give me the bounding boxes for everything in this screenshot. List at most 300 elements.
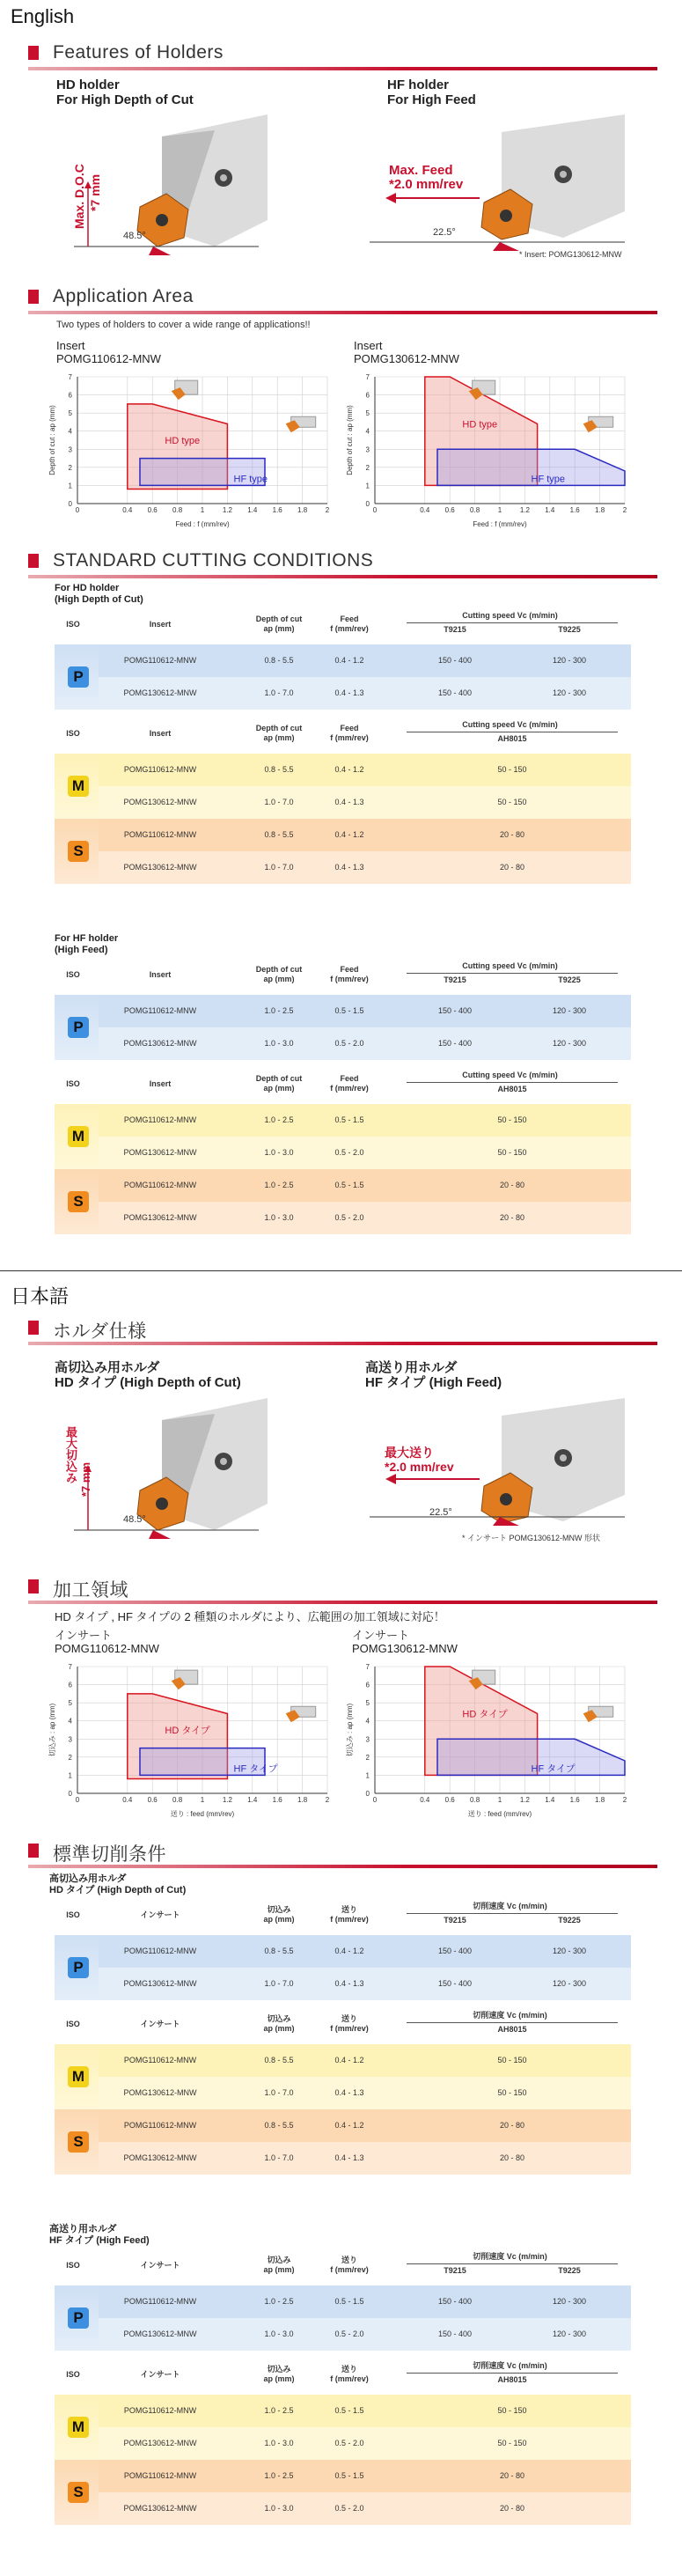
cell-feed: 0.4 - 1.2	[334, 2056, 364, 2064]
iso-s-icon: S	[68, 2482, 89, 2503]
x-tick-label: 1.4	[545, 1796, 555, 1804]
cut-marker	[493, 242, 519, 251]
iso-badge-p	[55, 2285, 99, 2351]
header-doc-text: Depth of cut	[255, 965, 303, 974]
cell-insert: POMG130612-MNW	[123, 2504, 197, 2513]
y-tick-label: 0	[365, 1790, 370, 1798]
header-feed	[310, 1905, 389, 1925]
hf-callout-ja	[385, 1446, 454, 1474]
header-grade-ah8015: AH8015	[497, 734, 527, 743]
cell-v1: 150 - 400	[437, 1947, 473, 1955]
cell-v1: 150 - 400	[437, 1039, 473, 1048]
cell-feed: 0.4 - 1.2	[334, 765, 364, 774]
header-feed	[310, 1074, 389, 1093]
section-title: STANDARD CUTTING CONDITIONS	[53, 550, 374, 570]
x-tick-label: 1.2	[222, 506, 232, 514]
x-tick-label: 2	[325, 506, 330, 514]
hd-callout-value: *7 mm	[88, 173, 102, 211]
hd-holder-line1: HD holder	[56, 77, 120, 92]
cell-v: 20 - 80	[499, 830, 525, 839]
table-header	[55, 609, 631, 644]
x-tick-label: 0.6	[147, 506, 158, 514]
table-row	[99, 2395, 631, 2427]
iso-badge-m	[55, 2044, 99, 2109]
chart-left-caption-2: POMG110612-MNW	[55, 1642, 159, 1655]
x-tick-label: 0.4	[420, 506, 430, 514]
section-underline	[28, 1601, 657, 1604]
cell-v2: 120 - 300	[552, 656, 587, 665]
x-tick-label: 1.8	[297, 1796, 308, 1804]
tool-icon	[583, 1706, 613, 1722]
cell-feed: 0.5 - 2.0	[334, 2329, 364, 2338]
cell-feed: 0.4 - 1.3	[334, 2153, 364, 2162]
table-row	[99, 644, 631, 677]
tool-icon	[286, 1706, 316, 1722]
p-rows	[55, 995, 631, 1060]
header-feed	[310, 2256, 389, 2275]
header-insert-text: Insert	[149, 729, 172, 738]
header-doc-text: Depth of cut	[255, 1074, 303, 1083]
hd-conditions-table	[55, 609, 631, 926]
header-grade-t9225: T9225	[558, 2266, 581, 2275]
y-tick-label: 5	[68, 409, 72, 418]
cell-doc: 1.0 - 3.0	[264, 2439, 294, 2447]
hf-callout-text: 最大送り	[385, 1446, 434, 1460]
table-row	[99, 677, 631, 710]
header-feed-text: 送り	[341, 2365, 357, 2374]
header-insert	[107, 2020, 213, 2029]
table-spacer	[55, 2000, 631, 2009]
cell-insert: POMG110612-MNW	[123, 1947, 197, 1955]
hf-callout-value: *2.0 mm/rev	[389, 177, 464, 192]
header-insert	[107, 2261, 213, 2271]
table-row	[99, 2044, 631, 2077]
cell-v2: 120 - 300	[552, 1979, 587, 1988]
y-tick-label: 0	[365, 500, 370, 508]
table-header	[55, 1069, 631, 1104]
cell-feed: 0.4 - 1.3	[334, 798, 364, 806]
language-divider	[0, 1270, 682, 1271]
table-row	[99, 1968, 631, 2000]
section-underline	[28, 1865, 657, 1868]
x-tick-label: 1.2	[222, 1796, 232, 1804]
cell-doc: 0.8 - 5.5	[264, 830, 294, 839]
hd-holder-title	[56, 77, 194, 107]
y-tick-label: 7	[68, 373, 72, 381]
table-row	[99, 2427, 631, 2460]
table-row	[99, 1935, 631, 1968]
section-title: Application Area	[53, 286, 194, 306]
cell-doc: 1.0 - 7.0	[264, 688, 294, 697]
x-tick-label: 1	[200, 506, 205, 514]
chart-right-caption-2: POMG130612-MNW	[352, 1642, 458, 1655]
header-doc-unit: ap (mm)	[263, 1915, 295, 1924]
x-tick-label: 1.6	[569, 506, 580, 514]
hd-holder-line2: For High Depth of Cut	[56, 92, 194, 107]
header-iso	[55, 1079, 92, 1089]
header-feed-text: Feed	[340, 615, 359, 623]
table-row	[99, 2492, 631, 2525]
iso-p-icon: P	[68, 1957, 89, 1978]
header-feed-unit: f (mm/rev)	[330, 1915, 369, 1924]
y-tick-label: 2	[365, 1753, 370, 1762]
header-insert-text: Insert	[149, 970, 172, 979]
header-iso-text: ISO	[66, 2020, 80, 2028]
y-tick-label: 1	[68, 482, 72, 490]
y-tick-label: 3	[365, 445, 370, 454]
hf-holder-line2: HF タイプ (High Feed)	[365, 1375, 502, 1390]
iso-m-icon: M	[68, 776, 89, 797]
insert-screw-icon	[156, 1498, 168, 1510]
table-row	[99, 1027, 631, 1060]
header-iso-text: ISO	[66, 620, 80, 629]
hd-callout-text: Max. D.O.C	[72, 164, 86, 229]
hd-callout	[72, 150, 90, 229]
cell-doc: 1.0 - 3.0	[264, 2329, 294, 2338]
chart-left-caption	[56, 339, 161, 365]
cell-insert: POMG110612-MNW	[123, 1115, 197, 1124]
iso-m-icon: M	[68, 1126, 89, 1147]
header-doc-unit: ap (mm)	[263, 2024, 295, 2033]
y-tick-label: 3	[68, 445, 72, 454]
x-tick-label: 0.4	[122, 506, 133, 514]
section-marker	[28, 290, 39, 304]
table-spacer	[55, 710, 631, 718]
header-insert	[107, 1910, 213, 1920]
x-tick-label: 0	[75, 1796, 80, 1804]
cell-insert: POMG130612-MNW	[123, 2439, 197, 2447]
cell-doc: 1.0 - 3.0	[264, 2504, 294, 2513]
x-tick-label: 1.8	[595, 506, 605, 514]
header-feed-text: Feed	[340, 724, 359, 732]
y-tick-label: 3	[68, 1735, 72, 1744]
x-tick-label: 0.8	[470, 1796, 480, 1804]
iso-s-icon: S	[68, 841, 89, 862]
section-header-conditions	[28, 550, 657, 573]
cell-doc: 1.0 - 3.0	[264, 1039, 294, 1048]
cell-insert: POMG130612-MNW	[123, 2153, 197, 2162]
y-tick-label: 7	[68, 1663, 72, 1671]
header-speed-rule	[407, 622, 618, 623]
x-tick-label: 1.4	[247, 506, 258, 514]
hd-type-label: HD type	[462, 419, 498, 431]
iso-badge-s	[55, 819, 99, 884]
hf-conditions-title-2: (High Feed)	[55, 945, 108, 955]
y-tick-label: 4	[68, 427, 72, 436]
header-speed-rule	[407, 973, 618, 974]
header-cutting-speed: Cutting speed Vc (m/min)	[462, 720, 558, 729]
iso-badge-m	[55, 754, 99, 819]
application-chart-right	[341, 370, 641, 533]
iso-badge-p	[55, 644, 99, 710]
hd-callout-value-ja: *7 mm	[79, 1461, 92, 1497]
table-row	[99, 754, 631, 786]
feed-arrow-head	[385, 193, 396, 203]
hd-holder-title-ja	[55, 1360, 241, 1390]
x-axis-label: Feed : f (mm/rev)	[473, 520, 527, 528]
header-doc-unit: ap (mm)	[263, 2374, 295, 2383]
cell-insert: POMG110612-MNW	[123, 1006, 197, 1015]
cell-v: 50 - 150	[497, 2406, 527, 2415]
header-iso	[55, 729, 92, 739]
y-axis-label: Depth of cut : ap (mm)	[346, 405, 354, 475]
header-doc-text: 切込み	[267, 2014, 291, 2023]
x-tick-label: 1.6	[569, 1796, 580, 1804]
hf-holder-line2: For High Feed	[387, 92, 476, 107]
x-tick-label: 0	[75, 506, 80, 514]
cell-doc: 1.0 - 7.0	[264, 2153, 294, 2162]
application-chart-left-ja	[44, 1660, 343, 1822]
section-title: ホルダ仕様	[53, 1321, 147, 1342]
y-tick-label: 6	[68, 391, 72, 400]
tool-icon	[172, 1670, 198, 1689]
cell-doc: 1.0 - 3.0	[264, 1148, 294, 1157]
table-row	[99, 995, 631, 1027]
p-rows	[55, 644, 631, 710]
cell-v2: 120 - 300	[552, 1947, 587, 1955]
cell-feed: 0.4 - 1.2	[334, 1947, 364, 1955]
y-tick-label: 1	[365, 482, 370, 490]
table-row	[99, 2077, 631, 2109]
hf-conditions-table	[55, 960, 631, 1277]
section-title: 加工領域	[53, 1580, 128, 1601]
cell-doc: 1.0 - 2.5	[264, 2297, 294, 2306]
cell-insert: POMG110612-MNW	[123, 830, 197, 839]
clamp-screw-center	[560, 1454, 567, 1461]
hf-conditions-title-2: HF タイプ (High Feed)	[49, 2235, 150, 2246]
header-speed-rule	[407, 1082, 618, 1083]
cell-insert: POMG130612-MNW	[123, 863, 197, 872]
table-header	[55, 2359, 631, 2395]
x-tick-label: 0.8	[172, 1796, 183, 1804]
cell-doc: 0.8 - 5.5	[264, 2121, 294, 2130]
insert-screw-icon	[156, 214, 168, 226]
section-marker	[28, 46, 39, 60]
header-feed-text: Feed	[340, 1074, 359, 1083]
header-iso	[55, 1910, 92, 1920]
header-insert-text: Insert	[149, 620, 172, 629]
header-feed	[310, 2365, 389, 2384]
section-title: 標準切削条件	[53, 1844, 166, 1865]
cell-v: 50 - 150	[497, 798, 527, 806]
cell-insert: POMG110612-MNW	[123, 2121, 197, 2130]
header-grade-ah8015: AH8015	[497, 1085, 527, 1093]
cell-feed: 0.5 - 2.0	[334, 2504, 364, 2513]
table-row	[99, 1104, 631, 1137]
chart-left-caption-1: Insert	[56, 339, 85, 352]
cell-feed: 0.4 - 1.3	[334, 2088, 364, 2097]
cell-v2: 120 - 300	[552, 2297, 587, 2306]
cell-doc: 1.0 - 7.0	[264, 863, 294, 872]
hf-holder-title-ja	[365, 1360, 502, 1390]
cell-insert: POMG110612-MNW	[123, 1181, 197, 1189]
cell-doc: 1.0 - 2.5	[264, 1115, 294, 1124]
header-iso-text: ISO	[66, 729, 80, 738]
cell-doc: 1.0 - 2.5	[264, 1006, 294, 1015]
hf-holder-line1: HF holder	[387, 77, 449, 92]
y-tick-label: 1	[68, 1771, 72, 1780]
iso-badge-m	[55, 1104, 99, 1169]
insert-screw-icon	[500, 1493, 512, 1505]
table-row	[99, 819, 631, 851]
hf-holder-line1: 高送り用ホルダ	[365, 1360, 458, 1375]
p-rows	[55, 1935, 631, 2000]
header-grade-ah8015: AH8015	[497, 2025, 527, 2034]
cell-insert: POMG110612-MNW	[123, 765, 197, 774]
y-tick-label: 2	[365, 463, 370, 472]
iso-s-icon: S	[68, 2131, 89, 2153]
header-iso	[55, 2020, 92, 2029]
table-header	[55, 960, 631, 995]
cell-v: 20 - 80	[499, 2121, 525, 2130]
section-header-application-ja	[28, 1576, 657, 1599]
header-feed-unit: f (mm/rev)	[330, 1084, 369, 1093]
y-tick-label: 6	[365, 391, 370, 400]
hd-holder-line2: HD タイプ (High Depth of Cut)	[55, 1375, 241, 1390]
y-tick-label: 3	[365, 1735, 370, 1744]
y-tick-label: 0	[68, 1790, 72, 1798]
language-label-en: English	[11, 5, 75, 27]
tool-icon	[583, 416, 613, 432]
cell-insert: POMG110612-MNW	[123, 2297, 197, 2306]
insert-footnote: * Insert: POMG130612-MNW	[519, 250, 622, 259]
cell-insert: POMG130612-MNW	[123, 1979, 197, 1988]
cell-insert: POMG130612-MNW	[123, 2329, 197, 2338]
ms-rows	[55, 754, 631, 884]
cell-feed: 0.5 - 2.0	[334, 1039, 364, 1048]
header-insert	[107, 970, 213, 980]
iso-m-icon: M	[68, 2066, 89, 2087]
iso-s-icon: S	[68, 1191, 89, 1212]
x-tick-label: 1	[497, 506, 502, 514]
header-iso-text: ISO	[66, 1079, 80, 1088]
cell-feed: 0.4 - 1.3	[334, 1979, 364, 1988]
y-tick-label: 6	[365, 1681, 370, 1689]
cell-v2: 120 - 300	[552, 2329, 587, 2338]
iso-p-icon: P	[68, 666, 89, 688]
header-cutting-speed: 切削速度 Vc (m/min)	[473, 1902, 547, 1910]
cell-insert: POMG110612-MNW	[123, 2406, 197, 2415]
cell-feed: 0.4 - 1.2	[334, 656, 364, 665]
cell-v: 20 - 80	[499, 2471, 525, 2480]
header-insert-text: Insert	[149, 1079, 172, 1088]
cell-doc: 1.0 - 2.5	[264, 2471, 294, 2480]
header-insert	[107, 2370, 213, 2380]
section-header-application	[28, 286, 657, 309]
cell-v: 20 - 80	[499, 2153, 525, 2162]
section-header-features	[28, 42, 657, 65]
header-iso	[55, 970, 92, 980]
hf-conditions-title-ja	[49, 2224, 150, 2247]
header-feed-unit: f (mm/rev)	[330, 2374, 369, 2383]
header-doc-unit: ap (mm)	[263, 733, 295, 742]
chart-right-caption	[354, 339, 459, 365]
x-tick-label: 1.8	[297, 506, 308, 514]
header-feed-text: 送り	[341, 2014, 357, 2023]
cell-v1: 150 - 400	[437, 1006, 473, 1015]
iso-badge-p	[55, 995, 99, 1060]
cell-doc: 1.0 - 7.0	[264, 2088, 294, 2097]
hd-conditions-title-2: (High Depth of Cut)	[55, 594, 143, 605]
header-insert-text: インサート	[140, 2370, 180, 2379]
cut-marker	[149, 1530, 171, 1539]
x-tick-label: 0.8	[470, 506, 480, 514]
cell-doc: 1.0 - 7.0	[264, 1979, 294, 1988]
x-tick-label: 1	[497, 1796, 502, 1804]
table-row	[99, 2109, 631, 2142]
cell-v: 50 - 150	[497, 1115, 527, 1124]
y-axis-label: 切込み : ap (mm)	[346, 1703, 354, 1757]
header-cutting-speed: 切削速度 Vc (m/min)	[473, 2252, 547, 2261]
hd-type-label: HD タイプ	[165, 1726, 210, 1737]
chart-left-caption-1: インサート	[55, 1629, 113, 1642]
x-axis-label: Feed : f (mm/rev)	[175, 520, 230, 528]
iso-badge-m	[55, 2395, 99, 2460]
hd-angle-label: 48.5°	[123, 231, 146, 241]
cell-feed: 0.5 - 2.0	[334, 2439, 364, 2447]
header-cutting-speed: Cutting speed Vc (m/min)	[462, 961, 558, 970]
iso-badge-s	[55, 2109, 99, 2175]
application-chart-left	[44, 370, 343, 533]
y-axis-label: 切込み : ap (mm)	[48, 1703, 56, 1757]
cell-insert: POMG110612-MNW	[123, 656, 197, 665]
cell-feed: 0.5 - 1.5	[334, 2297, 364, 2306]
y-tick-label: 5	[365, 1699, 370, 1708]
cell-v: 50 - 150	[497, 2056, 527, 2064]
chart-left-caption-ja	[55, 1629, 159, 1655]
tool-icon	[172, 380, 198, 400]
ms-rows	[55, 1104, 631, 1234]
iso-m-icon: M	[68, 2417, 89, 2438]
header-doc-text: Depth of cut	[255, 724, 303, 732]
header-grade-t9225: T9225	[558, 975, 581, 984]
ms-rows	[55, 2395, 631, 2525]
table-header	[55, 718, 631, 754]
table-header	[55, 2009, 631, 2044]
hf-type-label: HF タイプ	[531, 1763, 576, 1775]
header-grade-t9215: T9215	[444, 975, 466, 984]
cell-insert: POMG130612-MNW	[123, 1148, 197, 1157]
y-tick-label: 4	[68, 1717, 72, 1726]
x-axis-label: 送り : feed (mm/rev)	[467, 1810, 532, 1818]
ms-rows	[55, 2044, 631, 2175]
application-description: Two types of holders to cover a wide range of applications!!	[56, 320, 311, 330]
y-tick-label: 7	[365, 1663, 370, 1671]
hf-callout	[389, 164, 463, 192]
x-tick-label: 1.6	[272, 506, 282, 514]
table-row	[99, 786, 631, 819]
hf-type-label: HF type	[531, 474, 566, 485]
header-grade-ah8015: AH8015	[497, 2375, 527, 2384]
cell-v1: 150 - 400	[437, 656, 473, 665]
x-tick-label: 0	[372, 1796, 378, 1804]
table-header	[55, 1900, 631, 1935]
cell-feed: 0.4 - 1.2	[334, 830, 364, 839]
header-doc-unit: ap (mm)	[263, 1084, 295, 1093]
section-underline	[28, 311, 657, 314]
section-marker	[28, 1844, 39, 1858]
hf-angle-label: 22.5°	[433, 227, 456, 238]
header-doc-text: 切込み	[267, 1905, 291, 1914]
cell-feed: 0.5 - 1.5	[334, 2471, 364, 2480]
header-doc-text: 切込み	[267, 2256, 291, 2264]
x-tick-label: 1.2	[519, 1796, 530, 1804]
cell-insert: POMG130612-MNW	[123, 688, 197, 697]
x-tick-label: 0.8	[172, 506, 183, 514]
hd-type-label: HD タイプ	[462, 1709, 508, 1720]
cell-v: 50 - 150	[497, 1148, 527, 1157]
chart-right-caption-1: Insert	[354, 339, 383, 352]
